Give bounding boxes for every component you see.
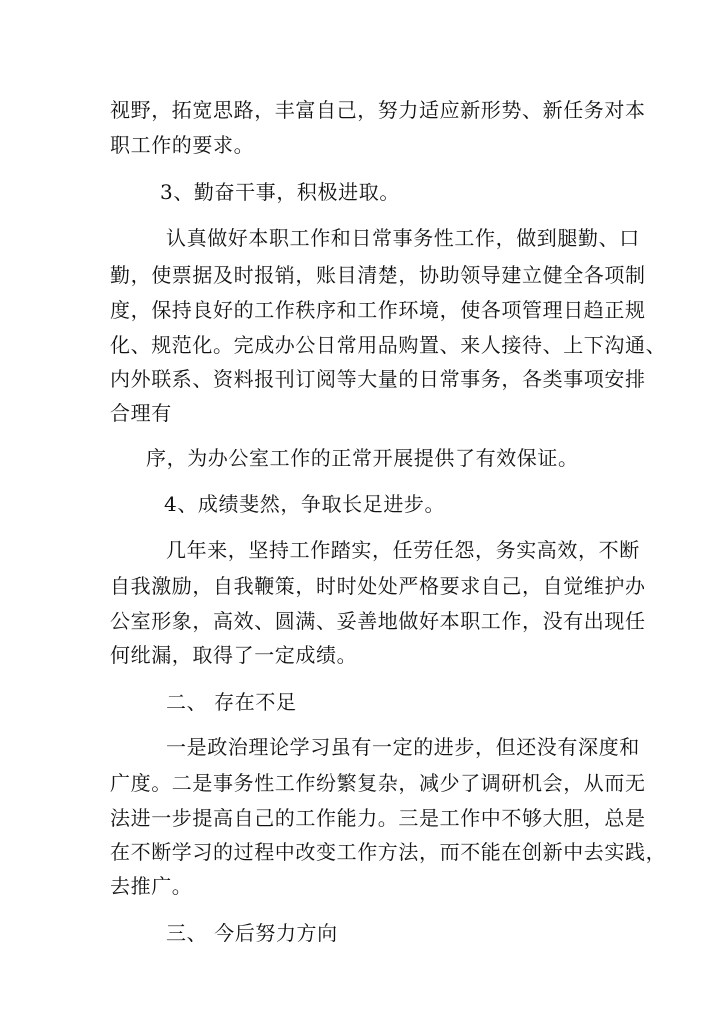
section-heading: 3、勤奋干事，积极进取。 bbox=[160, 180, 400, 204]
text-line: 序，为办公室工作的正常开展提供了有效保证。 bbox=[146, 446, 579, 470]
text-line: 去推广。 bbox=[110, 874, 193, 898]
text-line: 认真做好本职工作和日常事务性工作，做到腿勤、口 bbox=[166, 226, 640, 250]
text-line: 内外联系、资料报刊订阅等大量的日常事务，各类事项安排 bbox=[110, 367, 646, 391]
section-heading: 4、成绩斐然，争取长足进步。 bbox=[164, 492, 446, 516]
text-line: 何纰漏，取得了一定成绩。 bbox=[110, 643, 358, 667]
text-line: 化、规范化。完成办公日常用品购置、来人接待、上下沟通、 bbox=[110, 333, 667, 357]
text-line: 职工作的要求。 bbox=[110, 133, 255, 157]
text-line: 自我激励，自我鞭策，时时处处严格要求自己，自觉维护办 bbox=[110, 574, 646, 598]
section-heading: 三、 今后努力方向 bbox=[166, 921, 338, 945]
text-line: 勤，使票据及时报销，账目清楚，协助领导建立健全各项制 bbox=[110, 263, 646, 287]
text-line: 视野，拓宽思路，丰富自己，努力适应新形势、新任务对本 bbox=[110, 98, 646, 122]
text-line: 法进一步提高自己的工作能力。三是工作中不够大胆，总是 bbox=[110, 806, 646, 830]
text-line: 一是政治理论学习虽有一定的进步，但还没有深度和 bbox=[166, 735, 640, 759]
text-line: 公室形象，高效、圆满、妥善地做好本职工作，没有出现任 bbox=[110, 609, 646, 633]
text-line: 合理有 bbox=[110, 401, 172, 425]
text-line: 广度。二是事务性工作纷繁复杂，减少了调研机会，从而无 bbox=[110, 771, 646, 795]
text-line: 度，保持良好的工作秩序和工作环境，使各项管理日趋正规 bbox=[110, 298, 646, 322]
text-line: 几年来，坚持工作踏实，任劳任怨，务实高效，不断 bbox=[166, 538, 640, 562]
section-heading: 二、 存在不足 bbox=[166, 690, 297, 714]
text-line: 在不断学习的过程中改变工作方法，而不能在创新中去实践， bbox=[110, 840, 667, 864]
